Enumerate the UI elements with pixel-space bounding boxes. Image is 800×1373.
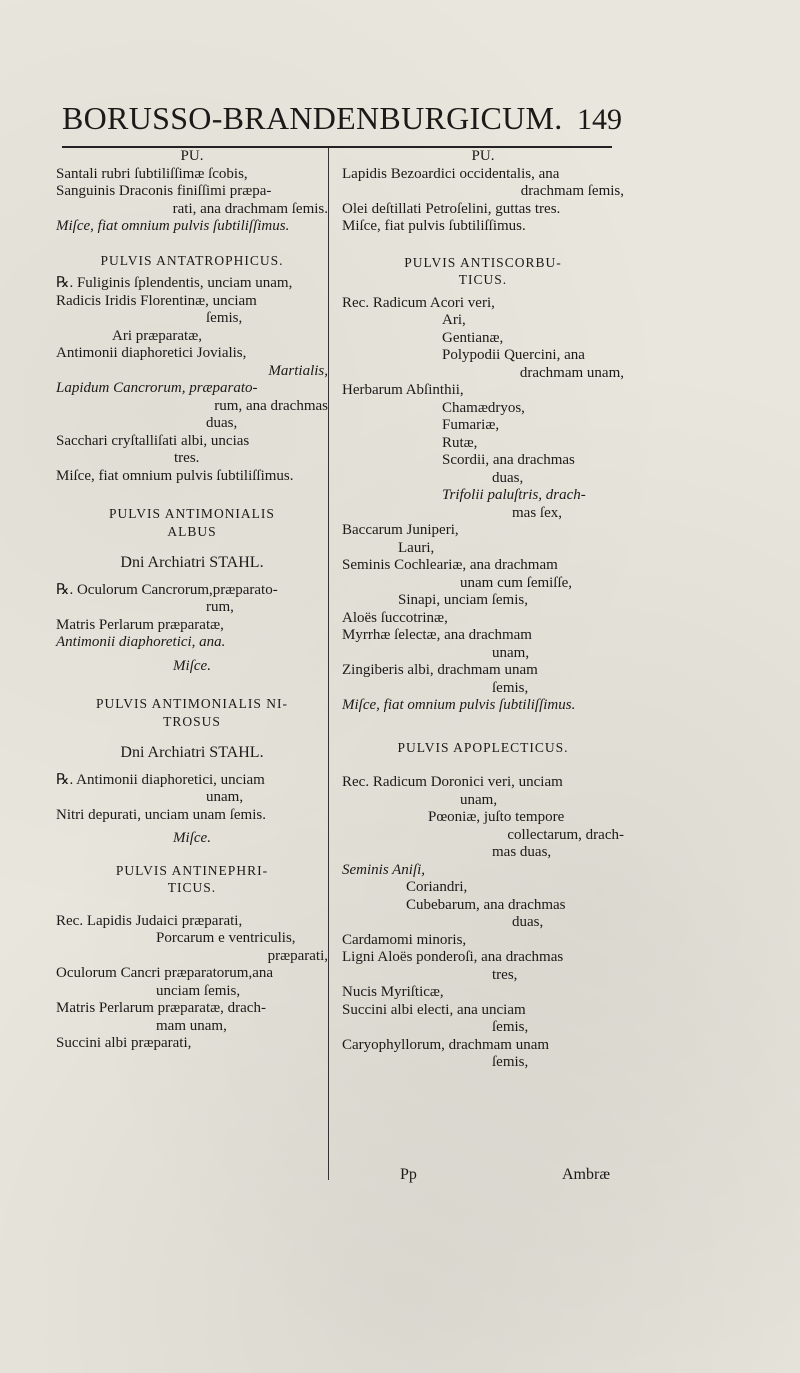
text-line: unam, [460,791,498,808]
misce-line: Miſce. [173,830,211,846]
text-line: Lapidum Cancrorum, præparato- [56,380,258,396]
heading-line: ALBUS [167,523,217,539]
text-line: ℞. Oculorum Cancrorum,præparato- [56,581,278,598]
section-heading [342,254,624,289]
text-line: Antimonii diaphoretici Jovialis, [56,345,247,361]
text-line: Ari præparatæ, [112,327,202,344]
section-heading [56,695,328,730]
text-line: Sinapi, unciam ſemis, [398,592,528,608]
text-line: Miſce, fiat omnium pulvis ſubtiliſſimus. [56,467,294,484]
text-line: Polypodii Quercini, ana [442,347,585,363]
text-line: Rec. Radicum Doronici veri, unciam [342,774,563,790]
text-line: Lapidis Bezoardici occidentalis, ana [342,165,560,182]
text-line: duas, [492,469,524,486]
right-column [342,148,624,1072]
text-line: unam, [206,789,244,805]
text-line: ſemis, [492,1019,529,1035]
text-line: tres, [492,966,518,983]
text-line: Scordii, ana drachmas [442,452,575,468]
text-line: Oculorum Cancri præparatorum,ana [56,965,274,981]
text-line: Miſce, fiat pulvis ſubtiliſſimus. [342,218,526,234]
text-line: collectarum, drach- [507,826,624,843]
text-line: ſemis, [492,679,529,696]
text-line: Succini albi præparati, [56,1035,192,1051]
section-heading: PULVIS ANTATROPHICUS. [100,252,284,268]
text-line: Porcarum e ventriculis, [156,930,296,946]
text-line: Fumariæ, [442,417,500,433]
text-line: mas ſex, [512,504,562,521]
text-line: Herbarum Abſinthii, [342,382,464,398]
text-line: unam, [492,644,530,661]
text-line: Gentianæ, [442,329,504,346]
text-line: rum, [206,599,234,615]
text-line: Aloës ſuccotrinæ, [342,609,448,626]
text-line: Sanguinis Draconis finiſſimi præpa- [56,183,272,199]
text-line: Miſce, fiat omnium pulvis ſubtiliſſimus. [56,218,290,234]
heading-line: PULVIS ANTIMONIALIS [109,506,275,521]
text-line: mam unam, [156,1017,227,1034]
text-line: Chamædryos, [442,399,525,416]
text-line: Miſce, fiat omnium pulvis ſubtiliſſimus. [342,697,576,713]
text-line: PU. [180,148,204,164]
text-line: duas, [206,415,238,431]
heading-line: PULVIS ANTIMONIALIS NI- [95,696,288,711]
text-line: rum, ana drachmas [214,397,328,414]
text-line: Seminis Cochleariæ, ana drachmam [342,557,558,573]
text-line: Antimonii diaphoretici, ana. [56,634,226,650]
text-line: mas duas, [492,844,552,860]
text-line: Radicis Iridis Florentinæ, unciam [56,292,257,309]
heading-line: TICUS. [458,272,508,287]
text-line: Ari, [442,312,466,328]
catchword: Ambræ [562,1166,610,1183]
page-header [62,100,622,148]
heading-line: TICUS. [167,880,217,895]
text-line: Rec. Lapidis Judaici præparati, [56,912,243,929]
heading-line: TROSUS [163,713,221,729]
text-line: Cubebarum, ana drachmas [406,896,566,913]
misce-line: Miſce. [173,657,211,674]
text-line: Myrrhæ ſelectæ, ana drachmam [342,627,532,643]
text-line: Rec. Radicum Acori veri, [342,294,495,311]
text-line: Nitri depurati, unciam unam ſemis. [56,806,266,823]
text-line: Seminis Aniſi, [342,861,426,878]
text-line: Santali rubri ſubtiliſſimæ ſcobis, [56,165,248,182]
text-line: Trifolii paluſtris, drach- [442,487,586,503]
text-line: drachmam unam, [519,364,624,381]
text-line: Matris Perlarum præparatæ, [56,616,224,633]
left-column [56,148,328,1053]
section-heading: PULVIS APOPLECTICUS. [397,739,569,755]
author-line: Dni Archiatri STAHL. [120,744,264,761]
column-divider [328,148,329,1180]
text-line: ſemis, [492,1054,529,1070]
text-line: rati, ana drachmam ſemis. [172,200,328,217]
text-line: ℞. Fuliginis ſplendentis, unciam unam, [56,275,293,291]
text-line: Martialis, [268,362,328,379]
text-line: Baccarum Juniperi, [342,522,459,538]
text-line: tres. [174,450,200,466]
section-heading [56,505,328,540]
text-line: Nucis Myriſticæ, [342,984,444,1000]
text-line: Succini albi electi, ana unciam [342,1001,526,1018]
page-number: 149 [577,103,622,136]
text-line: Rutæ, [442,434,478,451]
text-line: Olei deſtillati Petroſelini, guttas tres. [342,200,561,217]
text-line: unam cum ſemiſſe, [460,574,573,591]
text-line: Zingiberis albi, drachmam unam [342,662,538,678]
text-line: præparati, [267,947,328,964]
text-line: drachmam ſemis, [520,183,624,199]
signature-mark: Pp [400,1166,417,1183]
text-line: Lauri, [398,539,435,556]
text-line: Sacchari cryſtalliſati albi, uncias [56,432,250,449]
text-line: Cardamomi minoris, [342,931,467,948]
text-line: Coriandri, [406,879,468,895]
text-line: ℞. Antimonii diaphoretici, unciam [56,771,265,788]
text-line: duas, [512,914,544,930]
text-line: Caryophyllorum, drachmam unam [342,1036,550,1053]
text-line: Pœoniæ, juſto tempore [428,809,565,825]
heading-line: PULVIS ANTINEPHRI- [115,862,269,878]
heading-line: PULVIS ANTISCORBU- [404,254,562,270]
running-title: BORUSSO-BRANDENBURGICUM. [62,100,563,136]
text-line: Ligni Aloës ponderoſi, ana drachmas [342,949,564,965]
page-footer [400,1166,610,1184]
text-line: ſemis, [206,310,243,326]
text-line: unciam ſemis, [156,982,241,999]
text-line: PU. [471,148,495,164]
section-heading [56,862,328,897]
text-line: Matris Perlarum præparatæ, drach- [56,1000,266,1016]
author-line: Dni Archiatri STAHL. [120,554,264,571]
